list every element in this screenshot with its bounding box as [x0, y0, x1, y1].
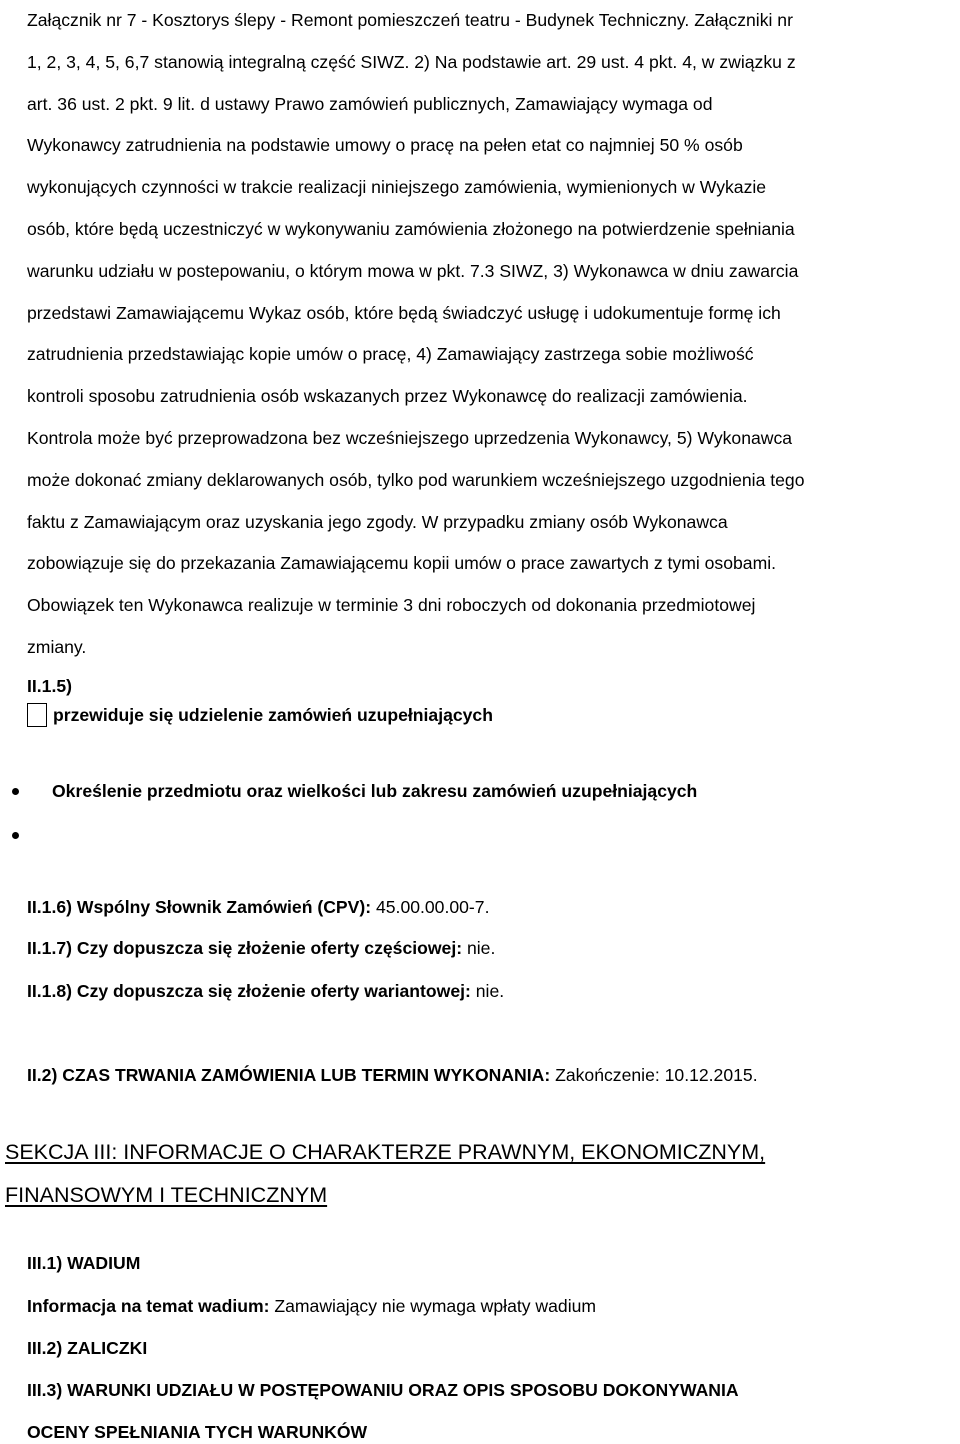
paragraph-line: 1, 2, 3, 4, 5, 6,7 stanowią integralną część SIWZ. 2) Na podstawie art. 29 ust. 4 pkt. 4, w związku z — [27, 51, 796, 72]
paragraph-body — [27, 0, 957, 669]
paragraph-line: art. 36 ust. 2 pkt. 9 lit. d ustawy Prawo zamówień publicznych, Zamawiający wymaga od — [27, 93, 713, 114]
supplementary-orders-checkbox-row[interactable] — [27, 701, 493, 729]
section-II-1-8 — [27, 979, 504, 1003]
paragraph-line: zobowiązuje się do przekazania Zamawiającemu kopii umów o prace zawartych z tymi osobami. — [27, 553, 777, 574]
paragraph-line: wykonujących czynności w trakcie realizacji niniejszego zamówienia, wymienionych w Wykazie — [27, 177, 767, 198]
paragraph-line: zatrudnienia przedstawiając kopie umów o pracę, 4) Zamawiający zastrzega sobie możliwość — [27, 344, 754, 365]
bullet-icon — [12, 832, 19, 839]
section-II-1-5-label: II.1.5) — [27, 676, 72, 696]
variant-offer-label: II.1.8) Czy dopuszcza się złożenie oferty wariantowej: — [27, 981, 471, 1001]
wadium-info-label: Informacja na temat wadium: — [27, 1296, 270, 1316]
paragraph-line: faktu z Zamawiającym oraz uzyskania jego zgody. W przypadku zmiany osób Wykonawca — [27, 511, 728, 532]
cpv-label: II.1.6) Wspólny Słownik Zamówień (CPV): — [27, 897, 372, 917]
section-III-title-line-1: SEKCJA III: INFORMACJE O CHARAKTERZE PRAWNYM, EKONOMICZNYM, — [5, 1140, 766, 1164]
cpv-value: 45.00.00.00-7. — [371, 897, 490, 917]
variant-offer-value: nie. — [470, 981, 505, 1001]
checkbox[interactable] — [27, 703, 47, 727]
wadium-info-value: Zamawiający nie wymaga wpłaty wadium — [269, 1296, 597, 1316]
checkbox-label: przewiduje się udzielenie zamówień uzupełniających — [53, 704, 493, 725]
section-III-title-line-2: FINANSOWYM I TECHNICZNYM — [5, 1183, 328, 1207]
paragraph-line: Wykonawcy zatrudnienia na podstawie umowy o pracę na pełen etat co najmniej 50 % osób — [27, 135, 743, 156]
section-II-1-6 — [27, 895, 489, 919]
paragraph-line: zmiany. — [27, 636, 87, 657]
paragraph-line: przedstawi Zamawiającemu Wykaz osób, które będą świadczyć usługę i udokumentuje formę ich — [27, 302, 781, 323]
partial-offer-value: nie. — [462, 938, 496, 958]
duration-label: II.2) CZAS TRWANIA ZAMÓWIENIA LUB TERMIN WYKONANIA: — [27, 1065, 551, 1085]
paragraph-line: Kontrola może być przeprowadzona bez wcześniejszego uprzedzenia Wykonawcy, 5) Wykonawca — [27, 427, 793, 448]
bullet-item — [12, 779, 697, 803]
bullet-icon — [12, 788, 19, 795]
paragraph-line: warunku udziału w postepowaniu, o którym mowa w pkt. 7.3 SIWZ, 3) Wykonawca w dniu zawarcia — [27, 260, 799, 281]
bullet-text: Określenie przedmiotu oraz wielkości lub zakresu zamówień uzupełniających — [52, 780, 698, 801]
section-II-2 — [27, 1063, 758, 1087]
partial-offer-label: II.1.7) Czy dopuszcza się złożenie oferty częściowej: — [27, 938, 463, 958]
duration-value: Zakończenie: 10.12.2015. — [550, 1065, 758, 1085]
paragraph-line: Załącznik nr 7 - Kosztorys ślepy - Remont pomieszczeń teatru - Budynek Techniczny. Załączniki nr — [27, 10, 793, 30]
paragraph-line: kontroli sposobu zatrudnienia osób wskazanych przez Wykonawcę do realizacji zamówienia. — [27, 386, 748, 407]
section-III-3-line-1: III.3) WARUNKI UDZIAŁU W POSTĘPOWANIU ORAZ OPIS SPOSOBU DOKONYWANIA — [27, 1380, 739, 1400]
section-II-1-7 — [27, 936, 495, 960]
section-III-1-info — [27, 1294, 596, 1318]
paragraph-line: Obowiązek ten Wykonawca realizuje w terminie 3 dni roboczych od dokonania przedmiotowej — [27, 595, 756, 616]
bullet-item — [12, 823, 52, 847]
section-III-2-label: III.2) ZALICZKI — [27, 1338, 148, 1358]
section-III-3-line-2: OCENY SPEŁNIANIA TYCH WARUNKÓW — [27, 1422, 368, 1442]
paragraph-line: osób, które będą uczestniczyć w wykonywaniu zamówienia złożonego na potwierdzenie spełniania — [27, 218, 795, 239]
paragraph-line: może dokonać zmiany deklarowanych osób, tylko pod warunkiem wcześniejszego uzgodnienia tego — [27, 469, 805, 490]
section-III-1-label: III.1) WADIUM — [27, 1253, 141, 1273]
